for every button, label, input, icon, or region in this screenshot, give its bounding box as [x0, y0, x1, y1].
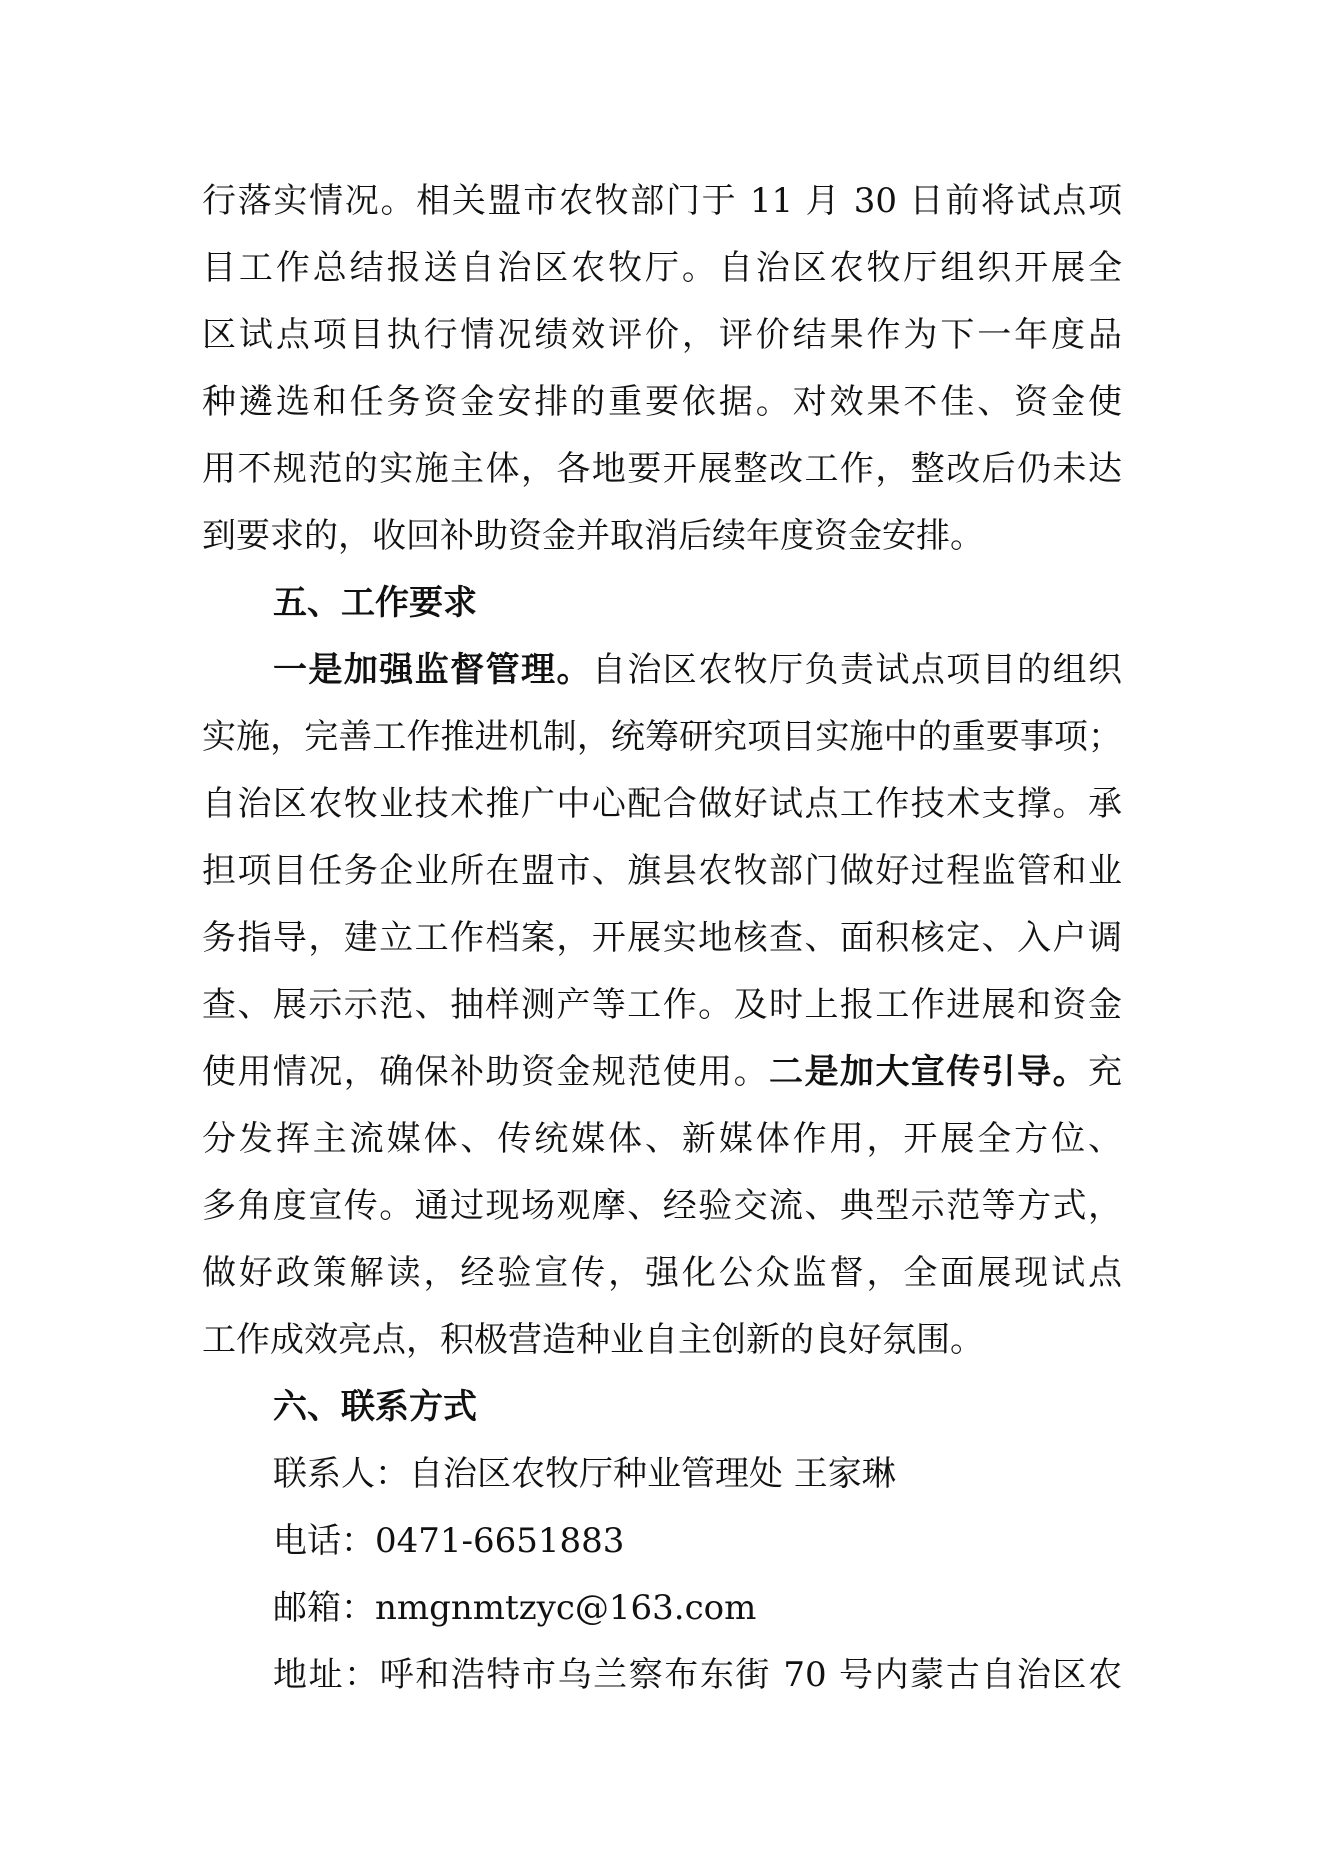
bold-lead: 一是加强监督管理。	[273, 650, 592, 690]
paragraph-line: 区试点项目执行情况绩效评价，评价结果作为下一年度品	[202, 315, 1122, 355]
paragraph-line: 行落实情况。相关盟市农牧部门于 11 月 30 日前将试点项	[202, 181, 1122, 221]
phone-value: 0471-6651883	[375, 1521, 625, 1561]
paragraph-line	[273, 640, 1122, 700]
contact-label: 联系人：	[273, 1454, 409, 1494]
paragraph-line: 工作成效亮点，积极营造种业自主创新的良好氛围。	[202, 1320, 984, 1360]
contact-person	[273, 1444, 1122, 1504]
section-heading-5: 五、工作要求	[273, 583, 477, 623]
bold-lead: 二是加大宣传引导。	[769, 1052, 1089, 1092]
paragraph-line: 务指导，建立工作档案，开展实地核查、面积核定、入户调	[202, 918, 1122, 958]
paragraph-text: 自治区农牧厅负责试点项目的组织	[591, 650, 1123, 690]
address-value: 呼和浩特市乌兰察布东街 70 号内蒙古自治区农	[379, 1655, 1122, 1695]
phone-label: 电话：	[273, 1521, 375, 1561]
paragraph-line: 用不规范的实施主体，各地要开展整改工作，整改后仍未达	[202, 449, 1122, 489]
paragraph-line: 到要求的，收回补助资金并取消后续年度资金安排。	[202, 516, 984, 556]
section-heading-6: 六、联系方式	[273, 1387, 477, 1427]
paragraph-text: 使用情况，确保补助资金规范使用。	[202, 1052, 770, 1092]
email-value: nmgnmtzyc@163.com	[375, 1588, 757, 1628]
paragraph-text: 充	[1088, 1052, 1123, 1092]
paragraph-line: 做好政策解读，经验宣传，强化公众监督，全面展现试点	[202, 1253, 1122, 1293]
paragraph-line: 目工作总结报送自治区农牧厅。自治区农牧厅组织开展全	[202, 248, 1122, 288]
contact-value: 自治区农牧厅种业管理处 王家琳	[409, 1454, 896, 1494]
email-label: 邮箱：	[273, 1588, 375, 1628]
paragraph-line: 查、展示示范、抽样测产等工作。及时上报工作进展和资金	[202, 985, 1122, 1025]
address-label: 地址：	[273, 1655, 380, 1695]
contact-phone	[273, 1511, 1122, 1571]
paragraph-line: 分发挥主流媒体、传统媒体、新媒体作用，开展全方位、	[202, 1119, 1122, 1159]
paragraph-line	[202, 1042, 1122, 1102]
contact-address	[273, 1645, 1122, 1705]
paragraph-line: 多角度宣传。通过现场观摩、经验交流、典型示范等方式，	[202, 1186, 1122, 1226]
paragraph-line: 实施，完善工作推进机制，统筹研究项目实施中的重要事项；	[202, 717, 1122, 757]
paragraph-line: 种遴选和任务资金安排的重要依据。对效果不佳、资金使	[202, 382, 1122, 422]
paragraph-line: 自治区农牧业技术推广中心配合做好试点工作技术支撑。承	[202, 784, 1122, 824]
contact-email	[273, 1578, 1122, 1638]
paragraph-line: 担项目任务企业所在盟市、旗县农牧部门做好过程监管和业	[202, 851, 1122, 891]
